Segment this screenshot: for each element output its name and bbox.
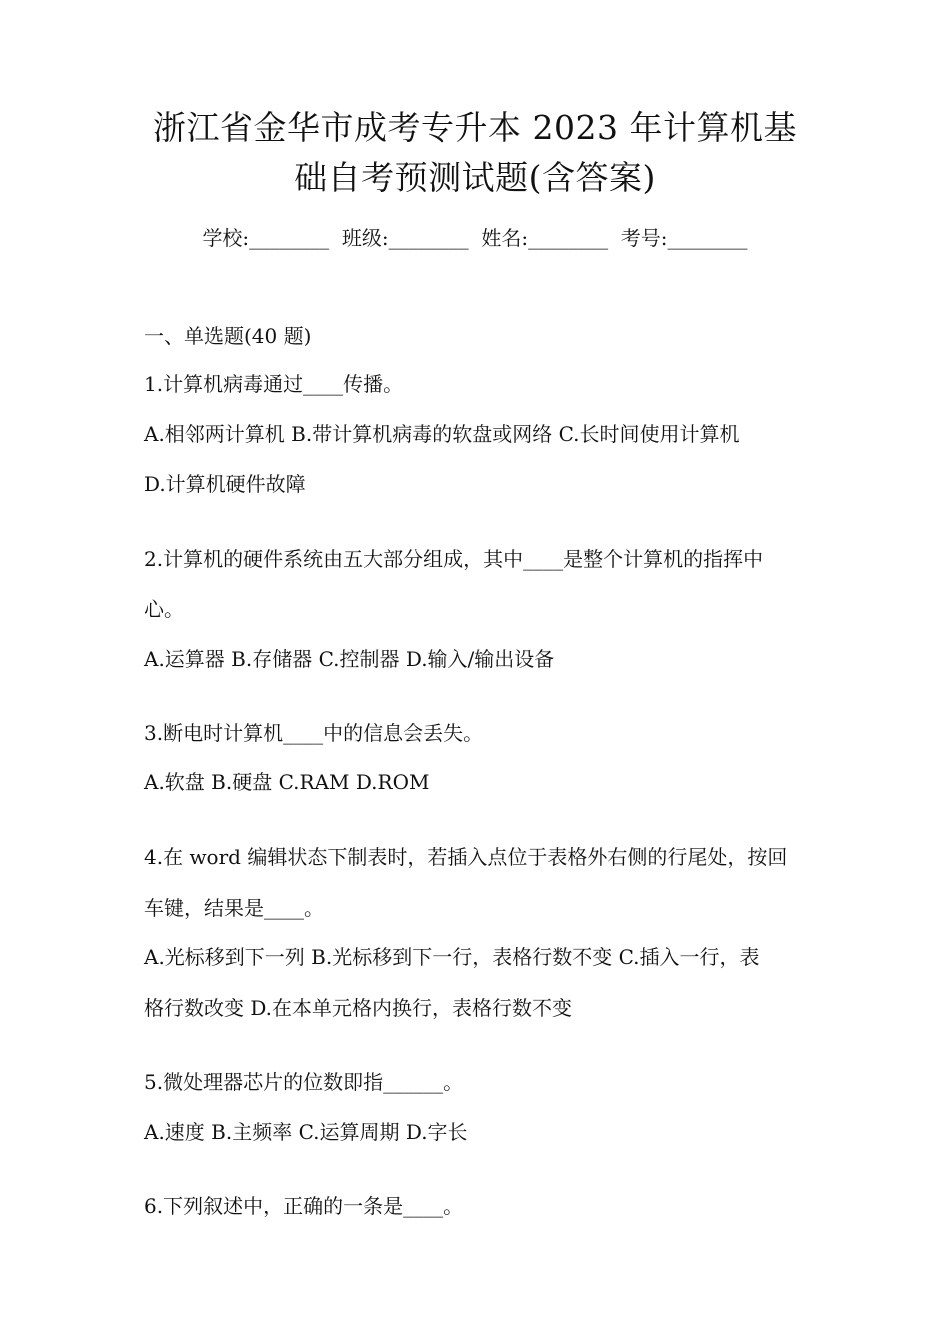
question-1-options: D.计算机硬件故障 — [144, 472, 306, 496]
document-title-line-2: 础自考预测试题(含答案) — [294, 158, 656, 197]
question-1-options: A.相邻两计算机 B.带计算机病毒的软盘或网络 C.长时间使用计算机 — [144, 422, 740, 446]
question-2-stem: 2.计算机的硬件系统由五大部分组成，其中____是整个计算机的指挥中 — [144, 547, 764, 571]
question-5-options: A.速度 B.主频率 C.运算周期 D.字长 — [144, 1120, 468, 1144]
question-3-stem: 3.断电时计算机____中的信息会丢失。 — [144, 721, 484, 745]
question-5-stem: 5.微处理器芯片的位数即指______。 — [144, 1070, 464, 1094]
question-3-options: A.软盘 B.硬盘 C.RAM D.ROM — [144, 770, 430, 794]
question-2-stem: 心。 — [144, 597, 184, 621]
question-4-stem: 车键，结果是____。 — [144, 896, 324, 920]
question-2-options: A.运算器 B.存储器 C.控制器 D.输入/输出设备 — [144, 647, 555, 671]
section-heading: 一、单选题(40 题) — [144, 324, 312, 348]
question-4-options: A.光标移到下一列 B.光标移到下一行，表格行数不变 C.插入一行，表 — [144, 945, 760, 969]
question-6-stem: 6.下列叙述中，正确的一条是____。 — [144, 1194, 464, 1218]
student-info-line: 学校:________ 班级:________ 姓名:________ 考号:________ — [202, 226, 748, 250]
question-1-stem: 1.计算机病毒通过____传播。 — [144, 372, 404, 396]
question-4-stem: 4.在 word 编辑状态下制表时，若插入点位于表格外右侧的行尾处，按回 — [144, 845, 788, 869]
document-title-line-1: 浙江省金华市成考专升本 2023 年计算机基 — [153, 108, 797, 147]
question-4-options: 格行数改变 D.在本单元格内换行，表格行数不变 — [144, 996, 573, 1020]
